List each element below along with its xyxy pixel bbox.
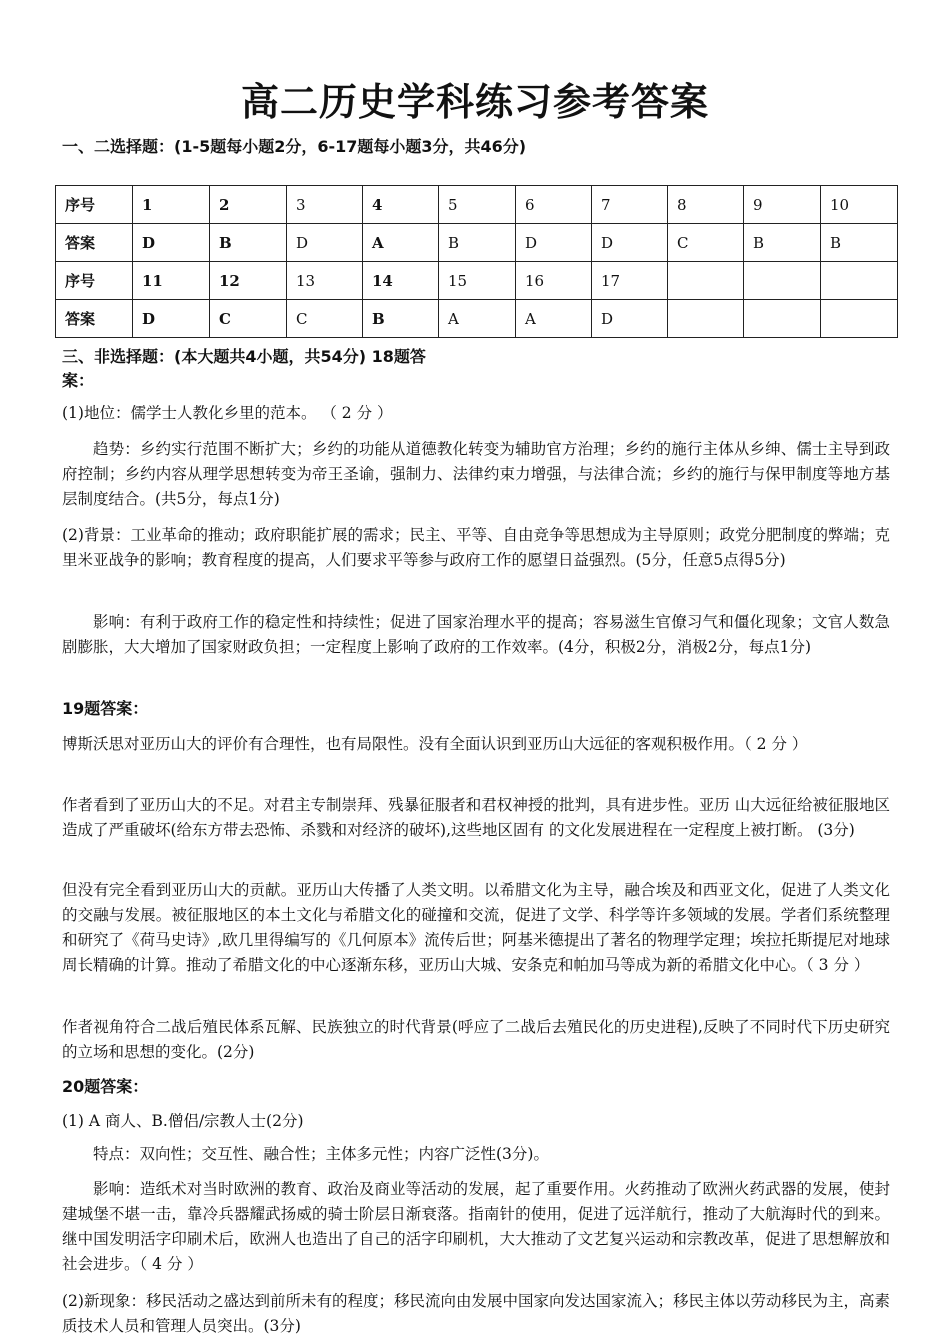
q19-para-3: 但没有完全看到亚历山大的贡献。亚历山大传播了人类文明。以希腊文化为主导，融合埃及和西亚文化，促进了人类文化的交融与发展。被征服地区的本土文化与希腊文化的碰撞和交流，促进了文学、科学等许多领域的发展。学者们系统整理和研究了《荷马史诗》,欧几里得编写的《几何原本》流传后世；阿基米德提出了著名的物理学定理；埃拉托斯提尼对地球周长精确的计算。推动了希腊文化的中心逐渐东移，亚历山大城、安条克和帕加马等成为新的希腊文化中心。（ 3 分 ）	[62, 881, 890, 974]
table-cell: B	[744, 224, 821, 262]
table-cell: 1	[133, 186, 210, 224]
table-cell: D	[592, 300, 668, 338]
table-cell: 7	[592, 186, 668, 224]
table-cell: B	[363, 300, 439, 338]
table-cell: B	[439, 224, 516, 262]
table-cell	[744, 262, 821, 300]
table-cell: A	[516, 300, 592, 338]
q19-para-4: 作者视角符合二战后殖民体系瓦解、民族独立的时代背景(呼应了二战后去殖民化的历史进程),反映了不同时代下历史研究的立场和思想的变化。(2分)	[62, 1018, 890, 1061]
table-cell: D	[133, 224, 210, 262]
table-cell: 序号	[56, 262, 133, 300]
q18-part2-background: (2)背景：工业革命的推动；政府职能扩展的需求；民主、平等、自由竞争等思想成为主导原则；政党分肥制度的弊端；克里米亚战争的影响；教育程度的提高，人们要求平等参与政府工作的愿望日益强烈。(5分，任意5点得5分)	[62, 526, 890, 569]
table-cell: B	[821, 224, 898, 262]
table-cell: 14	[363, 262, 439, 300]
table-cell: 序号	[56, 186, 133, 224]
table-row	[56, 300, 898, 338]
table-cell: C	[668, 224, 744, 262]
table-cell: 答案	[56, 300, 133, 338]
table-cell: 5	[439, 186, 516, 224]
q20-heading: 20题答案：	[62, 1077, 149, 1096]
table-cell	[821, 300, 898, 338]
table-cell: 8	[668, 186, 744, 224]
table-row	[56, 224, 898, 262]
table-cell: 12	[210, 262, 287, 300]
table-row	[56, 186, 898, 224]
table-cell: D	[516, 224, 592, 262]
table-cell: 13	[287, 262, 363, 300]
table-cell: 17	[592, 262, 668, 300]
q18-impact: 影响：有利于政府工作的稳定性和持续性；促进了国家治理水平的提高；容易滋生官僚习气和僵化现象；文官人数急剧膨胀，大大增加了国家财政负担；一定程度上影响了政府的工作效率。(4分，积极2分，消极2分，每点1分)	[62, 613, 890, 656]
table-cell: A	[439, 300, 516, 338]
table-cell: 2	[210, 186, 287, 224]
table-cell: 4	[363, 186, 439, 224]
q20-impact: 影响：造纸术对当时欧洲的教育、政治及商业等活动的发展，起了重要作用。火药推动了欧洲火药武器的发展，使封建城堡不堪一击，靠冷兵器耀武扬威的骑士阶层日渐衰落。指南针的使用，促进了远洋航行，推动了大航海时代的到来。继中国发明活字印刷术后，欧洲人也造出了自己的活字印刷机，大大推动了文艺复兴运动和宗教改革，促进了思想解放和社会进步。（ 4 分 ）	[62, 1180, 890, 1273]
table-row	[56, 262, 898, 300]
page-title: 高二历史学科练习参考答案	[240, 80, 709, 124]
table-cell: D	[133, 300, 210, 338]
answer-table	[55, 185, 898, 338]
table-cell	[744, 300, 821, 338]
section-3-heading: 三、非选择题：(本大题共4小题，共54分) 18题答案：	[62, 347, 426, 390]
q19-para-1: 博斯沃思对亚历山大的评价有合理性，也有局限性。没有全面认识到亚历山大远征的客观积极作用。（ 2 分 ）	[62, 735, 808, 753]
q20-features: 特点：双向性；交互性、融合性；主体多元性；内容广泛性(3分)。	[93, 1145, 549, 1163]
q19-para-2: 作者看到了亚历山大的不足。对君主专制崇拜、残暴征服者和君权神授的批判，具有进步性。亚历 山大远征给被征服地区造成了严重破坏(给东方带去恐怖、杀戮和对经济的破坏),这些地区固有 的文化发展进程在一定程度上被打断。 (3分)	[62, 796, 890, 839]
q19-heading: 19题答案：	[62, 699, 149, 718]
q18-part1: (1)地位：儒学士人教化乡里的范本。 （ 2 分 ）	[62, 404, 393, 422]
table-cell: 15	[439, 262, 516, 300]
table-cell: B	[210, 224, 287, 262]
table-cell	[821, 262, 898, 300]
table-cell	[668, 262, 744, 300]
table-cell: C	[210, 300, 287, 338]
table-cell: 答案	[56, 224, 133, 262]
table-cell	[668, 300, 744, 338]
table-cell: 6	[516, 186, 592, 224]
section-1-heading: 一、二选择题：(1-5题每小题2分，6-17题每小题3分，共46分)	[62, 137, 527, 156]
q20-part1: (1) A 商人、B.僧侣/宗教人士(2分)	[62, 1112, 304, 1130]
table-cell: 10	[821, 186, 898, 224]
q20-part2: (2)新现象：移民活动之盛达到前所未有的程度；移民流向由发展中国家向发达国家流入；移民主体以劳动移民为主，高素质技术人员和管理人员突出。(3分)	[62, 1292, 890, 1335]
table-cell: 16	[516, 262, 592, 300]
table-cell: 9	[744, 186, 821, 224]
table-cell: 11	[133, 262, 210, 300]
table-cell: D	[287, 224, 363, 262]
q18-trend: 趋势：乡约实行范围不断扩大；乡约的功能从道德教化转变为辅助官方治理；乡约的施行主体从乡绅、儒士主导到政府控制；乡约内容从理学思想转变为帝王圣谕，强制力、法律约束力增强，与法律合流；乡约的施行与保甲制度等地方基层制度结合。(共5分，每点1分)	[62, 440, 890, 508]
table-cell: D	[592, 224, 668, 262]
table-cell: 3	[287, 186, 363, 224]
table-cell: A	[363, 224, 439, 262]
table-cell: C	[287, 300, 363, 338]
